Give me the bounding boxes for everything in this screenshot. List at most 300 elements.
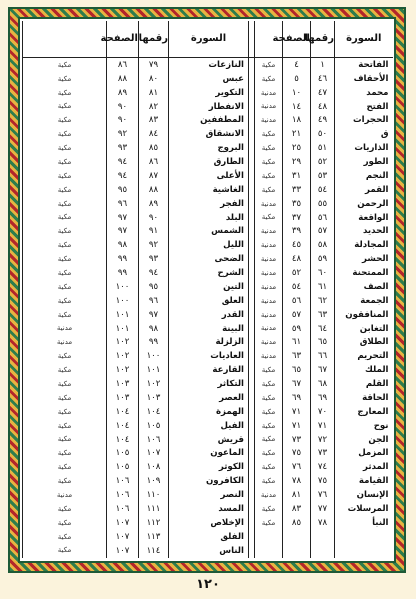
surah-number: ٩٤ bbox=[139, 266, 169, 280]
surah-type: مكية bbox=[23, 183, 107, 197]
page-ref: ٩٢ bbox=[107, 128, 139, 142]
surah-name: الانشقاق bbox=[169, 128, 249, 142]
page-ref: ١٠٦ bbox=[107, 502, 139, 516]
surah-number: ٩٥ bbox=[139, 280, 169, 294]
surah-type: مدنية bbox=[255, 488, 283, 502]
surah-number: ١١٣ bbox=[139, 530, 169, 544]
page-ref: ١٠٧ bbox=[107, 516, 139, 530]
surah-number: ٨٩ bbox=[139, 197, 169, 211]
surah-type: مكية bbox=[23, 405, 107, 419]
surah-number: ١٠٤ bbox=[139, 405, 169, 419]
surah-type: مكية bbox=[23, 516, 107, 530]
page-ref: ٣٣ bbox=[283, 183, 311, 197]
surah-number: ١٠١ bbox=[139, 364, 169, 378]
surah-name: الانفطار bbox=[169, 100, 249, 114]
surah-type: مدنية bbox=[23, 336, 107, 350]
surah-name: الطلاق bbox=[335, 336, 393, 350]
table-row bbox=[23, 377, 393, 391]
table-row bbox=[23, 100, 393, 114]
surah-number: ٩١ bbox=[139, 225, 169, 239]
table-row bbox=[23, 239, 393, 253]
page-ref: ٥ bbox=[283, 72, 311, 86]
table-row bbox=[23, 197, 393, 211]
surah-type: مكية bbox=[23, 475, 107, 489]
page-ref: ٦٧ bbox=[283, 377, 311, 391]
surah-number: ١٠٠ bbox=[139, 350, 169, 364]
column-divider bbox=[249, 544, 255, 558]
surah-number: ١٠٢ bbox=[139, 377, 169, 391]
surah-number: ١١٤ bbox=[139, 544, 169, 558]
surah-number: ١٠٩ bbox=[139, 475, 169, 489]
page-ref: ٩٣ bbox=[107, 142, 139, 156]
surah-number: ٧٥ bbox=[311, 475, 335, 489]
surah-type: مكية bbox=[255, 142, 283, 156]
surah-name: محمد bbox=[335, 86, 393, 100]
surah-name: البروج bbox=[169, 142, 249, 156]
surah-name: الجمعة bbox=[335, 294, 393, 308]
surah-name: الطارق bbox=[169, 155, 249, 169]
table-row bbox=[23, 128, 393, 142]
surah-number: ٤٨ bbox=[311, 100, 335, 114]
surah-name: النجم bbox=[335, 169, 393, 183]
surah-name: التكوير bbox=[169, 86, 249, 100]
surah-number: ٥٦ bbox=[311, 211, 335, 225]
surah-type: مكية bbox=[23, 461, 107, 475]
surah-name: المسد bbox=[169, 502, 249, 516]
surah-type: مكية bbox=[23, 350, 107, 364]
surah-type: مكية bbox=[255, 169, 283, 183]
surah-number: ٥٨ bbox=[311, 239, 335, 253]
surah-name: النازعات bbox=[169, 58, 249, 73]
surah-number: ٥٢ bbox=[311, 155, 335, 169]
surah-name: الحديد bbox=[335, 225, 393, 239]
surah-name: الحجرات bbox=[335, 114, 393, 128]
column-divider bbox=[249, 294, 255, 308]
surah-number: ٨١ bbox=[139, 86, 169, 100]
surah-type bbox=[255, 544, 283, 558]
table-row bbox=[23, 447, 393, 461]
surah-number: ٩٣ bbox=[139, 253, 169, 267]
page-ref: ٣٧ bbox=[283, 211, 311, 225]
table-row bbox=[23, 516, 393, 530]
surah-type: مكية bbox=[255, 377, 283, 391]
table-row bbox=[23, 58, 393, 73]
surah-name: الملك bbox=[335, 364, 393, 378]
surah-name: الهمزة bbox=[169, 405, 249, 419]
surah-type: مكية bbox=[255, 502, 283, 516]
surah-type: مكية bbox=[23, 377, 107, 391]
surah-name: الفجر bbox=[169, 197, 249, 211]
page-ref: ٢٥ bbox=[283, 142, 311, 156]
surah-type bbox=[255, 530, 283, 544]
surah-type: مدنية bbox=[255, 336, 283, 350]
surah-type: مكية bbox=[23, 100, 107, 114]
table-row bbox=[23, 350, 393, 364]
surah-type: مكية bbox=[23, 266, 107, 280]
page-ref: ١٠ bbox=[283, 86, 311, 100]
page-ref: ٥٧ bbox=[283, 308, 311, 322]
table-row bbox=[23, 142, 393, 156]
table-row bbox=[23, 280, 393, 294]
surah-number: ٩٩ bbox=[139, 336, 169, 350]
column-divider bbox=[249, 280, 255, 294]
table-row bbox=[23, 391, 393, 405]
page-ref: ١٠٦ bbox=[107, 475, 139, 489]
surah-name: قريش bbox=[169, 433, 249, 447]
page-ref: ٨١ bbox=[283, 488, 311, 502]
surah-number: ٧٢ bbox=[311, 433, 335, 447]
column-divider bbox=[249, 419, 255, 433]
table-row bbox=[23, 475, 393, 489]
surah-name: التغابن bbox=[335, 322, 393, 336]
surah-name: القيامة bbox=[335, 475, 393, 489]
surah-type: مكية bbox=[23, 155, 107, 169]
table-row bbox=[23, 114, 393, 128]
surah-number: ٦٨ bbox=[311, 377, 335, 391]
surah-number: ٨٤ bbox=[139, 128, 169, 142]
surah-number: ٦٦ bbox=[311, 350, 335, 364]
surah-number bbox=[311, 544, 335, 558]
surah-name: الفيل bbox=[169, 419, 249, 433]
surah-name: ق bbox=[335, 128, 393, 142]
surah-name: القارعة bbox=[169, 364, 249, 378]
surah-number: ١١٢ bbox=[139, 516, 169, 530]
column-divider bbox=[249, 475, 255, 489]
table-row bbox=[23, 364, 393, 378]
table-row bbox=[23, 544, 393, 558]
page-ref: ١٠١ bbox=[107, 308, 139, 322]
column-divider bbox=[249, 72, 255, 86]
surah-name: الممتحنة bbox=[335, 266, 393, 280]
surah-name: التحريم bbox=[335, 350, 393, 364]
page-ref: ٥٢ bbox=[283, 266, 311, 280]
surah-number: ٨٢ bbox=[139, 100, 169, 114]
surah-name: النبأ bbox=[335, 516, 393, 530]
header-surah-right: السورة bbox=[335, 21, 393, 58]
surah-number: ٩٠ bbox=[139, 211, 169, 225]
surah-type: مكية bbox=[23, 142, 107, 156]
surah-type: مكية bbox=[23, 433, 107, 447]
column-divider bbox=[249, 377, 255, 391]
surah-number: ١١٠ bbox=[139, 488, 169, 502]
page-ref: ١٠٥ bbox=[107, 447, 139, 461]
column-divider bbox=[249, 58, 255, 73]
surah-type: مدنية bbox=[255, 266, 283, 280]
surah-number: ٩٢ bbox=[139, 239, 169, 253]
page-ref: ٢١ bbox=[283, 128, 311, 142]
surah-type: مكية bbox=[23, 530, 107, 544]
surah-name: العصر bbox=[169, 391, 249, 405]
surah-name: الواقعة bbox=[335, 211, 393, 225]
page-ref: ١٠٦ bbox=[107, 488, 139, 502]
surah-name: العاديات bbox=[169, 350, 249, 364]
surah-index-table bbox=[22, 21, 393, 558]
column-divider bbox=[249, 86, 255, 100]
surah-type: مكية bbox=[255, 72, 283, 86]
surah-number: ٩٦ bbox=[139, 294, 169, 308]
page-ref: ١٠٢ bbox=[107, 364, 139, 378]
surah-number: ١٠٥ bbox=[139, 419, 169, 433]
surah-name: الشمس bbox=[169, 225, 249, 239]
surah-number: ٧١ bbox=[311, 419, 335, 433]
column-divider bbox=[249, 128, 255, 142]
surah-number: ١٠٦ bbox=[139, 433, 169, 447]
surah-number: ٧٧ bbox=[311, 502, 335, 516]
surah-number bbox=[311, 530, 335, 544]
surah-type: مدنية bbox=[255, 322, 283, 336]
surah-name: القمر bbox=[335, 183, 393, 197]
table-row bbox=[23, 169, 393, 183]
table-row bbox=[23, 225, 393, 239]
surah-name: الفلق bbox=[169, 530, 249, 544]
surah-number: ٥١ bbox=[311, 142, 335, 156]
surah-type: مدنية bbox=[255, 280, 283, 294]
surah-number: ٨٥ bbox=[139, 142, 169, 156]
page-ref: ٩٨ bbox=[107, 239, 139, 253]
table-row bbox=[23, 405, 393, 419]
surah-name: المنافقون bbox=[335, 308, 393, 322]
column-divider bbox=[249, 155, 255, 169]
column-divider bbox=[249, 405, 255, 419]
surah-number: ٦١ bbox=[311, 280, 335, 294]
surah-number: ١٠٧ bbox=[139, 447, 169, 461]
surah-number: ٧٣ bbox=[311, 447, 335, 461]
page-ref: ١٠٧ bbox=[107, 530, 139, 544]
surah-type: مكية bbox=[255, 516, 283, 530]
surah-name: الشرح bbox=[169, 266, 249, 280]
surah-type: مدنية bbox=[23, 322, 107, 336]
surah-type: مدنية bbox=[255, 308, 283, 322]
surah-number: ٧٦ bbox=[311, 488, 335, 502]
surah-type: مكية bbox=[23, 239, 107, 253]
surah-number: ٥٥ bbox=[311, 197, 335, 211]
surah-number: ٦٣ bbox=[311, 308, 335, 322]
table-row bbox=[23, 433, 393, 447]
surah-name: الغاشية bbox=[169, 183, 249, 197]
surah-type: مكية bbox=[23, 211, 107, 225]
page-ref: ٩٥ bbox=[107, 183, 139, 197]
table-row bbox=[23, 461, 393, 475]
table-row bbox=[23, 336, 393, 350]
column-divider bbox=[249, 308, 255, 322]
page-ref: ٨٨ bbox=[107, 72, 139, 86]
page-ref: ١٠٤ bbox=[107, 433, 139, 447]
surah-number: ١١١ bbox=[139, 502, 169, 516]
surah-type: مدنية bbox=[255, 197, 283, 211]
column-divider bbox=[249, 322, 255, 336]
surah-number: ٤٧ bbox=[311, 86, 335, 100]
surah-type: مكية bbox=[23, 280, 107, 294]
surah-number: ٦٥ bbox=[311, 336, 335, 350]
page-ref: ٥٩ bbox=[283, 322, 311, 336]
surah-name: المزمل bbox=[335, 447, 393, 461]
surah-name: التين bbox=[169, 280, 249, 294]
table-row bbox=[23, 155, 393, 169]
surah-type: مكية bbox=[23, 128, 107, 142]
surah-type: مدنية bbox=[255, 350, 283, 364]
page-ref: ٧١ bbox=[283, 405, 311, 419]
surah-type: مكية bbox=[23, 544, 107, 558]
surah-type: مكية bbox=[255, 128, 283, 142]
table-row bbox=[23, 530, 393, 544]
surah-type: مدنية bbox=[255, 239, 283, 253]
surah-number: ٨٧ bbox=[139, 169, 169, 183]
surah-type: مكية bbox=[255, 391, 283, 405]
surah-name: المطففين bbox=[169, 114, 249, 128]
column-divider bbox=[249, 336, 255, 350]
surah-number: ٨٦ bbox=[139, 155, 169, 169]
page-ref bbox=[283, 544, 311, 558]
table-row bbox=[23, 488, 393, 502]
header-row bbox=[23, 21, 393, 58]
surah-number: ٦٧ bbox=[311, 364, 335, 378]
surah-number: ٨٨ bbox=[139, 183, 169, 197]
page-ref bbox=[283, 530, 311, 544]
surah-type: مكية bbox=[255, 475, 283, 489]
page-ref: ١٤ bbox=[283, 100, 311, 114]
surah-type: مكية bbox=[255, 405, 283, 419]
surah-type: مكية bbox=[23, 86, 107, 100]
surah-type: مكية bbox=[255, 364, 283, 378]
surah-name: الكوثر bbox=[169, 461, 249, 475]
surah-name: البينة bbox=[169, 322, 249, 336]
surah-type: مكية bbox=[23, 253, 107, 267]
page-ref: ٨٦ bbox=[107, 58, 139, 73]
page-ref: ٨٩ bbox=[107, 86, 139, 100]
page-ref: ١٠٠ bbox=[107, 294, 139, 308]
surah-type: مكية bbox=[255, 155, 283, 169]
surah-type: مكية bbox=[23, 197, 107, 211]
table-row bbox=[23, 308, 393, 322]
surah-number: ٨٣ bbox=[139, 114, 169, 128]
surah-name: نوح bbox=[335, 419, 393, 433]
page-ref: ٧٥ bbox=[283, 447, 311, 461]
page-ref: ٩٧ bbox=[107, 211, 139, 225]
surah-type: مكية bbox=[255, 433, 283, 447]
surah-name: الذاريات bbox=[335, 142, 393, 156]
column-divider bbox=[249, 183, 255, 197]
surah-type: مكية bbox=[23, 364, 107, 378]
column-divider bbox=[249, 530, 255, 544]
surah-type: مدنية bbox=[255, 100, 283, 114]
column-divider bbox=[249, 433, 255, 447]
surah-name: الفاتحة bbox=[335, 58, 393, 73]
surah-number: ١ bbox=[311, 58, 335, 73]
surah-name: الليل bbox=[169, 239, 249, 253]
surah-type: مكية bbox=[255, 183, 283, 197]
surah-number: ٧٩ bbox=[139, 58, 169, 73]
table-row bbox=[23, 419, 393, 433]
column-divider bbox=[249, 169, 255, 183]
column-divider bbox=[249, 350, 255, 364]
page-ref: ٢٩ bbox=[283, 155, 311, 169]
column-divider bbox=[249, 447, 255, 461]
surah-name: الإخلاص bbox=[169, 516, 249, 530]
surah-type: مكية bbox=[23, 225, 107, 239]
table-row bbox=[23, 502, 393, 516]
surah-type: مدنية bbox=[255, 225, 283, 239]
page-ref: ٩٦ bbox=[107, 197, 139, 211]
page-ref: ٩٤ bbox=[107, 155, 139, 169]
surah-name: التكاثر bbox=[169, 377, 249, 391]
page-ref: ١٠٤ bbox=[107, 419, 139, 433]
column-divider bbox=[249, 197, 255, 211]
surah-type: مكية bbox=[255, 447, 283, 461]
surah-name bbox=[335, 544, 393, 558]
surah-number: ٧٨ bbox=[311, 516, 335, 530]
table-row bbox=[23, 86, 393, 100]
page-ref: ٩٠ bbox=[107, 100, 139, 114]
surah-number: ٥٣ bbox=[311, 169, 335, 183]
column-divider bbox=[249, 100, 255, 114]
surah-name: القلم bbox=[335, 377, 393, 391]
page-ref: ٧١ bbox=[283, 419, 311, 433]
page-ref: ١٠٣ bbox=[107, 391, 139, 405]
surah-name: القدر bbox=[169, 308, 249, 322]
page-ref: ٧٨ bbox=[283, 475, 311, 489]
page-ref: ١٠٠ bbox=[107, 280, 139, 294]
surah-name: المدثر bbox=[335, 461, 393, 475]
surah-name: الناس bbox=[169, 544, 249, 558]
table-row bbox=[23, 211, 393, 225]
header-page-left: الصفحة bbox=[107, 21, 139, 58]
surah-type: مدنية bbox=[255, 294, 283, 308]
page-ref: ١٠٣ bbox=[107, 377, 139, 391]
table-row bbox=[23, 72, 393, 86]
surah-name: المعارج bbox=[335, 405, 393, 419]
column-divider bbox=[249, 239, 255, 253]
table-row bbox=[23, 322, 393, 336]
column-divider bbox=[249, 266, 255, 280]
page-ref: ٥٤ bbox=[283, 280, 311, 294]
surah-number: ٤٦ bbox=[311, 72, 335, 86]
column-divider bbox=[249, 364, 255, 378]
surah-number: ٦٤ bbox=[311, 322, 335, 336]
surah-name: العلق bbox=[169, 294, 249, 308]
page-ref: ٣١ bbox=[283, 169, 311, 183]
column-divider bbox=[249, 516, 255, 530]
table-row bbox=[23, 294, 393, 308]
surah-number: ٩٨ bbox=[139, 322, 169, 336]
surah-type: مدنية bbox=[255, 86, 283, 100]
surah-number: ٧٠ bbox=[311, 405, 335, 419]
surah-name: الزلزلة bbox=[169, 336, 249, 350]
surah-number: ٦٩ bbox=[311, 391, 335, 405]
surah-name: الحشر bbox=[335, 253, 393, 267]
page-ref: ١٠٤ bbox=[107, 405, 139, 419]
table-row bbox=[23, 183, 393, 197]
page-ref: ١٠٥ bbox=[107, 461, 139, 475]
surah-type: مكية bbox=[255, 419, 283, 433]
header-page-right: الصفحة bbox=[283, 21, 311, 58]
page-ref: ٣٩ bbox=[283, 225, 311, 239]
surah-number: ٨٠ bbox=[139, 72, 169, 86]
surah-name: الطور bbox=[335, 155, 393, 169]
page-ref: ٦٥ bbox=[283, 364, 311, 378]
header-type-left bbox=[23, 21, 107, 58]
column-divider bbox=[249, 253, 255, 267]
surah-name: النصر bbox=[169, 488, 249, 502]
page-ref: ٩٩ bbox=[107, 266, 139, 280]
surah-name: الفتح bbox=[335, 100, 393, 114]
surah-type: مكية bbox=[23, 294, 107, 308]
header-number-right: رقمها bbox=[311, 21, 335, 58]
surah-type: مدنية bbox=[255, 253, 283, 267]
page-ref: ٤٨ bbox=[283, 253, 311, 267]
page-ref: ٧٣ bbox=[283, 433, 311, 447]
page-ref: ١٠٢ bbox=[107, 350, 139, 364]
page-number: ١٢٠ bbox=[196, 577, 220, 592]
